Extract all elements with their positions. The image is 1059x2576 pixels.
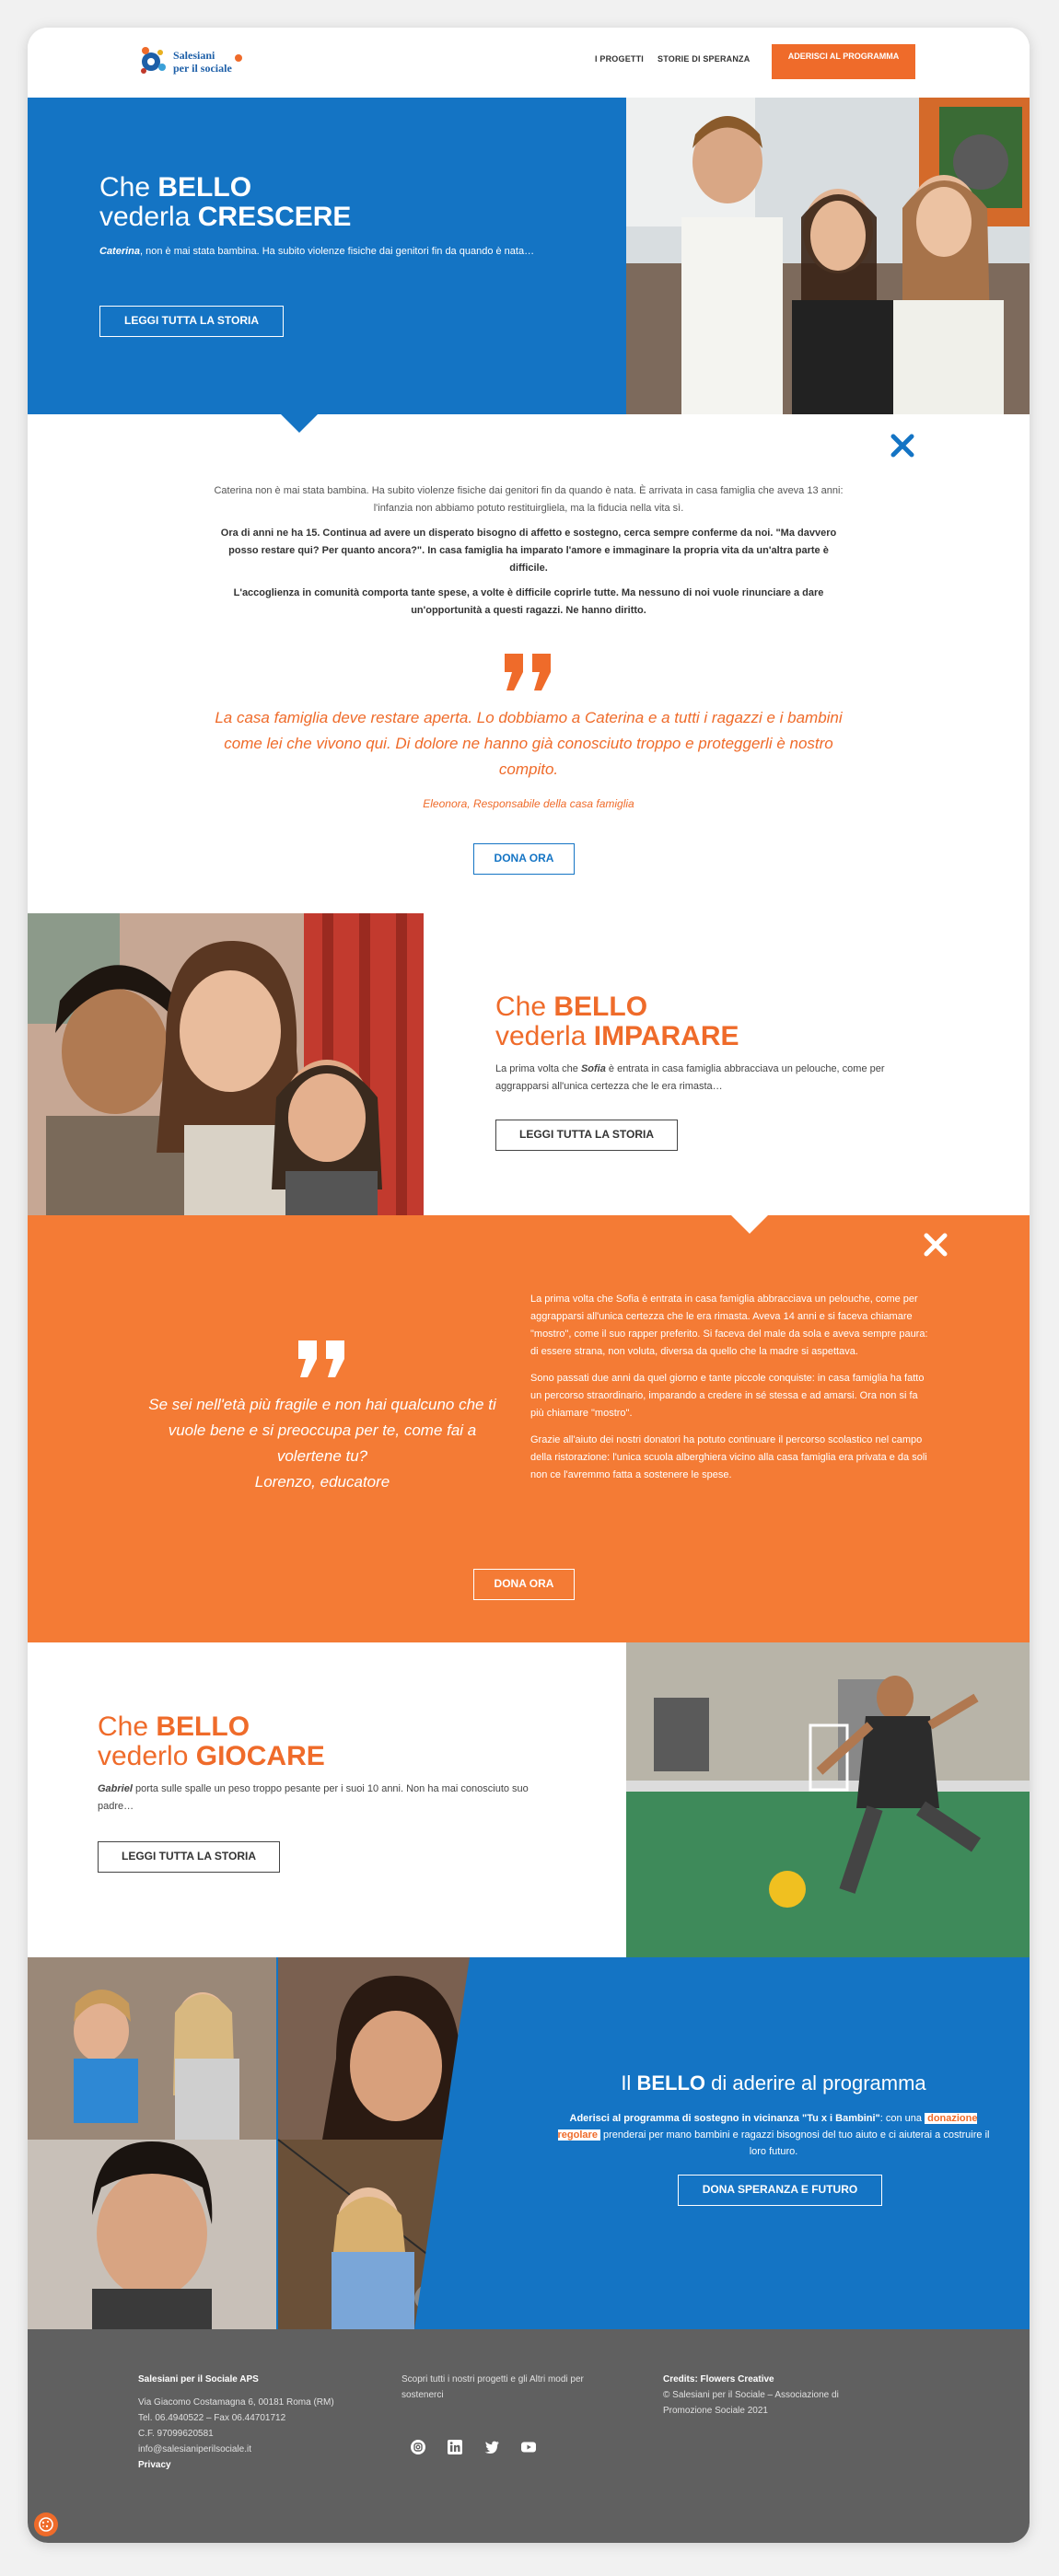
footer-email-link[interactable]: info@salesianiperilsociale.it	[138, 2444, 251, 2454]
quote-icon	[501, 650, 556, 696]
quote-icon	[295, 1337, 350, 1383]
hero-crescere-desc: Caterina, non è mai stata bambina. Ha subito violenze fisiche dai genitori fin da quando è nata…	[99, 246, 535, 257]
logo-line-1: Salesiani	[173, 49, 215, 62]
hero-crescere-title: Che BELLO vederla CRESCERE	[99, 172, 352, 232]
story-caterina-quote: La casa famiglia deve restare aperta. Lo dobbiamo a Caterina e a tutti i ragazzi e i bambini come lei che vivono qui. Di dolore ne hanno già conosciuto troppo e proteggerli è nostro compito.	[215, 709, 843, 778]
story-caterina-p1: Caterina non è mai stata bambina. Ha subito violenze fisiche dai genitori fin da quando è nata. È arrivata in casa famiglia che aveva 13 anni: l'infanzia non abbiamo potuto restituirgliela, ma la fiducia nella vita sì.	[214, 485, 844, 514]
hero-giocare-title: Che BELLO vederlo GIOCARE	[98, 1712, 325, 1771]
story-sofia-author: Lorenzo, educatore	[254, 1473, 390, 1491]
read-story-sofia-button[interactable]: LEGGI TUTTA LA STORIA	[495, 1120, 678, 1151]
program-title: Il BELLO di aderire al programma	[621, 2071, 926, 2094]
page	[28, 28, 1030, 2543]
program-photo-collage	[28, 1957, 525, 2329]
nav-item-storie[interactable]: STORIE DI SPERANZA	[658, 54, 751, 64]
close-icon[interactable]	[923, 1232, 948, 1258]
footer-address: Via Giacomo Costamagna 6, 00181 Roma (RM)	[138, 2397, 334, 2408]
logo-mark-icon	[138, 43, 171, 80]
hero-imparare-pointer	[731, 1215, 768, 1234]
story-caterina-p3: L'accoglienza in comunità comporta tante spese, a volte è difficile coprirle tutte. Ma nessuno di noi vuole rinunciare a dare un'opportunità a questi ragazzi. Ne hanno diritto.	[233, 587, 824, 616]
footer-tel: Tel. 06.4940522 – Fax 06.44701712	[138, 2413, 286, 2423]
hero-crescere	[28, 98, 626, 414]
read-story-gabriel-button[interactable]: LEGGI TUTTA LA STORIA	[98, 1841, 280, 1873]
instagram-icon[interactable]	[409, 2438, 427, 2456]
story-sofia-text	[530, 1291, 932, 1484]
story-caterina-author: Eleonora, Responsabile della casa famiglia	[423, 797, 634, 810]
photo-sofia	[28, 913, 424, 1215]
site-footer	[28, 2329, 1030, 2543]
story-sofia-quote: Se sei nell'età più fragile e non hai qualcuno che ti vuole bene e si preoccupa per te, come fai a volertene tu?	[148, 1396, 496, 1465]
story-caterina-p2: Ora di anni ne ha 15. Continua ad avere un disperato bisogno di affetto e sostegno, cerca sempre conferme da noi. "Ma davvero posso restare qui? Per quanto ancora?". In casa famiglia ha imparato l'amore e immaginare la propria vita da un'altra parte è difficile.	[220, 528, 837, 574]
logo-dot-icon	[234, 53, 243, 63]
youtube-icon[interactable]	[519, 2438, 538, 2456]
program-desc: Aderisci al programma di sostegno in vicinanza "Tu x i Bambini": con una donazione regolare prenderai per mano bambini e ragazzi bisognosi del tuo aiuto e ci aiuterai a costruire il loro futuro.	[557, 2113, 990, 2157]
twitter-icon[interactable]	[483, 2438, 501, 2456]
story-sofia-p1: La prima volta che Sofia è entrata in casa famiglia abbracciava un pelouche, come per aggrapparsi all'unica certezza che le era rimasta. Aveva 14 anni e si faceva chiamare "mostro", come il suo rapper preferito. Si faceva del male da sola e aveva sempre paura: di essere strana, non voluta, diversa da quello che la madre si aspettava.	[530, 1294, 928, 1357]
logo-line-2: per il sociale	[173, 62, 232, 75]
nav-item-progetti[interactable]: I PROGETTI	[595, 54, 645, 64]
linkedin-icon[interactable]	[446, 2438, 464, 2456]
read-story-caterina-button[interactable]: LEGGI TUTTA LA STORIA	[99, 306, 284, 337]
hero-imparare-title: Che BELLO vederla IMPARARE	[495, 992, 739, 1051]
donate-now-button-1[interactable]: DONA ORA	[473, 843, 575, 875]
logo[interactable]	[138, 41, 249, 83]
footer-credits	[663, 2372, 884, 2419]
site-header	[28, 28, 1030, 98]
footer-credits-link[interactable]: Credits: Flowers Creative	[663, 2374, 774, 2385]
story-sofia-p3: Grazie all'aiuto dei nostri donatori ha potuto continuare il percorso scolastico nel campo della ristorazione: l'unica scuola alberghiera vicino alla casa famiglia era privata e da soli non ce l'avremmo fatta a sostenere le spese.	[530, 1434, 927, 1480]
footer-copyright: © Salesiani per il Sociale – Associazione di Promozione Sociale 2021	[663, 2390, 839, 2416]
logo-text	[173, 49, 232, 75]
program-section	[28, 1957, 1030, 2329]
donate-now-button-2[interactable]: DONA ORA	[473, 1569, 575, 1600]
footer-social	[409, 2438, 538, 2456]
cookie-icon[interactable]	[33, 2512, 59, 2537]
footer-discover-link[interactable]: Scopri tutti i nostri progetti e gli Altri modi per sostenerci	[401, 2374, 584, 2400]
footer-cf: C.F. 97099620581	[138, 2429, 214, 2439]
hero-crescere-pointer	[281, 414, 318, 433]
photo-gabriel	[626, 1642, 1030, 1957]
story-sofia-p2: Sono passati due anni da quel giorno e tante piccole conquiste: in casa famiglia ha fatto un percorso straordinario, imparando a credere in sé stessa e ad amarsi. Ora non si fa più chiamare "mostro".	[530, 1373, 925, 1419]
story-sofia-section	[28, 1215, 1030, 1642]
footer-org: Salesiani per il Sociale APS	[138, 2374, 259, 2385]
hero-giocare-desc: Gabriel porta sulle spalle un peso troppo pesante per i suoi 10 anni. Non ha mai conosciuto suo padre…	[98, 1783, 529, 1812]
footer-contacts	[138, 2372, 378, 2473]
story-caterina-text	[212, 482, 845, 620]
footer-privacy-link[interactable]: Privacy	[138, 2460, 171, 2470]
photo-caterina	[626, 98, 1030, 414]
hero-imparare-desc: La prima volta che Sofia è entrata in casa famiglia abbracciava un pelouche, come per aggrapparsi all'unica certezza che le era rimasta…	[495, 1063, 885, 1092]
close-icon[interactable]	[890, 433, 915, 458]
program-highlight: donazione regolare	[557, 2113, 978, 2141]
donate-hope-button[interactable]: DONA SPERANZA E FUTURO	[678, 2175, 882, 2206]
join-program-button[interactable]: ADERISCI AL PROGRAMMA	[772, 44, 915, 79]
